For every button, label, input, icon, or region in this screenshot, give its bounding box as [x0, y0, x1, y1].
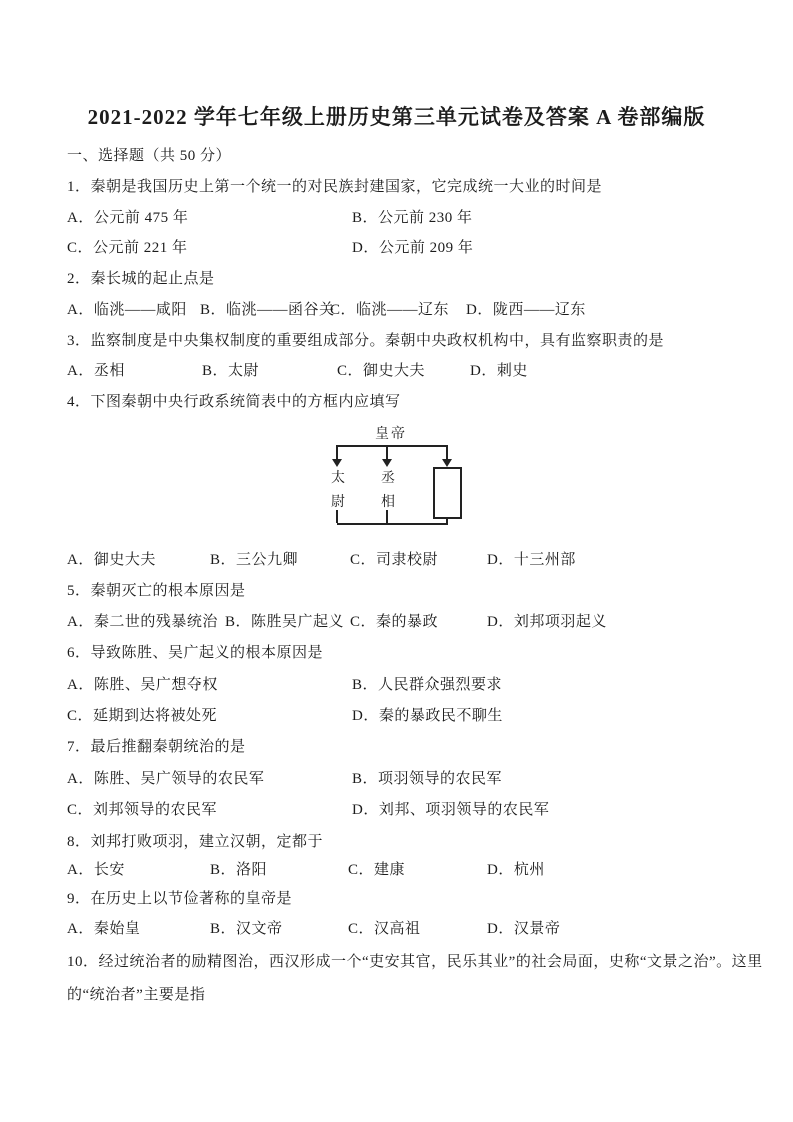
question-6-stem: 6．导致陈胜、吴广起义的根本原因是 — [67, 645, 324, 661]
option-label: D．刘邦项羽起义 — [487, 614, 607, 630]
option-label: C．秦的暴政 — [350, 614, 439, 630]
option-label: D．十三州部 — [487, 552, 576, 568]
option-label: C．汉高祖 — [348, 921, 421, 937]
option-label: D．秦的暴政民不聊生 — [352, 708, 503, 724]
option-label: B．人民群众强烈要求 — [352, 677, 503, 693]
option-label: C．御史大夫 — [337, 363, 426, 379]
chengxiang-char: 丞 — [381, 471, 395, 486]
question-10-stem-line-1: 10．经过统治者的励精图治，西汉形成一个“吏安其官，民乐其业”的社会局面，史称“文景之治”。这里 — [67, 954, 763, 970]
question-2-stem: 2．秦长城的起止点是 — [67, 271, 215, 287]
option-label: D．刺史 — [470, 363, 528, 379]
down-arrow-icon — [336, 445, 338, 459]
option-label: A．秦始皇 — [67, 921, 141, 937]
question-4-options-row — [67, 551, 773, 571]
chengxiang-char: 相 — [381, 495, 395, 510]
question-6-options-row-1 — [67, 676, 773, 696]
taiwei-char: 尉 — [331, 495, 345, 510]
option-label: C．建康 — [348, 862, 406, 878]
option-label: B．洛阳 — [210, 862, 268, 878]
option-label: B．临洮——函谷关 — [200, 302, 335, 318]
question-7-stem: 7．最后推翻秦朝统治的是 — [67, 739, 246, 755]
option-label: A．临洮——咸阳 — [67, 302, 187, 318]
option-label: C．刘邦领导的农民军 — [67, 802, 218, 818]
connector-line — [337, 523, 448, 525]
option-label: B．三公九卿 — [210, 552, 299, 568]
option-label: B．汉文帝 — [210, 921, 283, 937]
connector-line — [386, 510, 388, 523]
chengxiang-label — [380, 468, 396, 516]
question-1-stem: 1．秦朝是我国历史上第一个统一的对民族封建国家，它完成统一大业的时间是 — [67, 179, 603, 195]
question-3-stem: 3．监察制度是中央集权制度的重要组成部分。秦朝中央政权机构中，具有监察职责的是 — [67, 333, 665, 349]
down-arrow-icon — [332, 459, 342, 467]
option-label: A．丞相 — [67, 363, 125, 379]
question-9-options-row — [67, 920, 773, 940]
taiwei-label — [330, 468, 346, 516]
option-label: C．公元前 221 年 — [67, 240, 188, 256]
question-6-options-row-2 — [67, 707, 773, 727]
question-2-options-row — [67, 301, 773, 321]
question-1-options-row-1 — [67, 209, 773, 229]
down-arrow-icon — [386, 445, 388, 459]
option-label: C．司隶校尉 — [350, 552, 439, 568]
option-label: D．陇西——辽东 — [466, 302, 586, 318]
section-heading: 一、选择题（共 50 分） — [67, 148, 232, 164]
option-label: A．陈胜、吴广想夺权 — [67, 677, 218, 693]
option-label: D．汉景帝 — [487, 921, 561, 937]
question-5-stem: 5．秦朝灭亡的根本原因是 — [67, 583, 246, 599]
option-label: B．公元前 230 年 — [352, 210, 473, 226]
option-label: D．杭州 — [487, 862, 545, 878]
option-label: B．太尉 — [202, 363, 260, 379]
question-4-stem: 4．下图秦朝中央行政系统简表中的方框内应填写 — [67, 394, 401, 410]
question-10-stem-line-2: 的“统治者”主要是指 — [67, 987, 206, 1003]
option-label: D．公元前 209 年 — [352, 240, 474, 256]
option-label: A．陈胜、吴广领导的农民军 — [67, 771, 265, 787]
down-arrow-icon — [442, 459, 452, 467]
option-label: C．延期到达将被处死 — [67, 708, 218, 724]
option-label: A．公元前 475 年 — [67, 210, 189, 226]
question-8-stem: 8．刘邦打败项羽，建立汉朝，定都于 — [67, 834, 324, 850]
question-7-options-row-1 — [67, 770, 773, 790]
emperor-label: 皇帝 — [375, 427, 407, 442]
down-arrow-icon — [446, 445, 448, 459]
question-3-options-row — [67, 362, 773, 382]
option-label: C．临洮——辽东 — [330, 302, 450, 318]
question-9-stem: 9．在历史上以节俭著称的皇帝是 — [67, 891, 293, 907]
connector-line — [337, 445, 448, 447]
question-7-options-row-2 — [67, 801, 773, 821]
answer-box — [433, 467, 462, 519]
down-arrow-icon — [382, 459, 392, 467]
option-label: A．御史大夫 — [67, 552, 156, 568]
option-label: B．项羽领导的农民军 — [352, 771, 503, 787]
taiwei-char: 太 — [331, 471, 345, 486]
exam-title: 2021-2022 学年七年级上册历史第三单元试卷及答案 A 卷部编版 — [87, 105, 706, 129]
question-8-options-row — [67, 861, 773, 881]
option-label: D．刘邦、项羽领导的农民军 — [352, 802, 550, 818]
option-label: B．陈胜吴广起义 — [225, 614, 345, 630]
org-chart — [330, 426, 470, 534]
question-1-options-row-2 — [67, 239, 773, 259]
question-5-options-row — [67, 613, 773, 633]
connector-line — [336, 510, 338, 523]
option-label: A．秦二世的残暴统治 — [67, 614, 218, 630]
option-label: A．长安 — [67, 862, 125, 878]
